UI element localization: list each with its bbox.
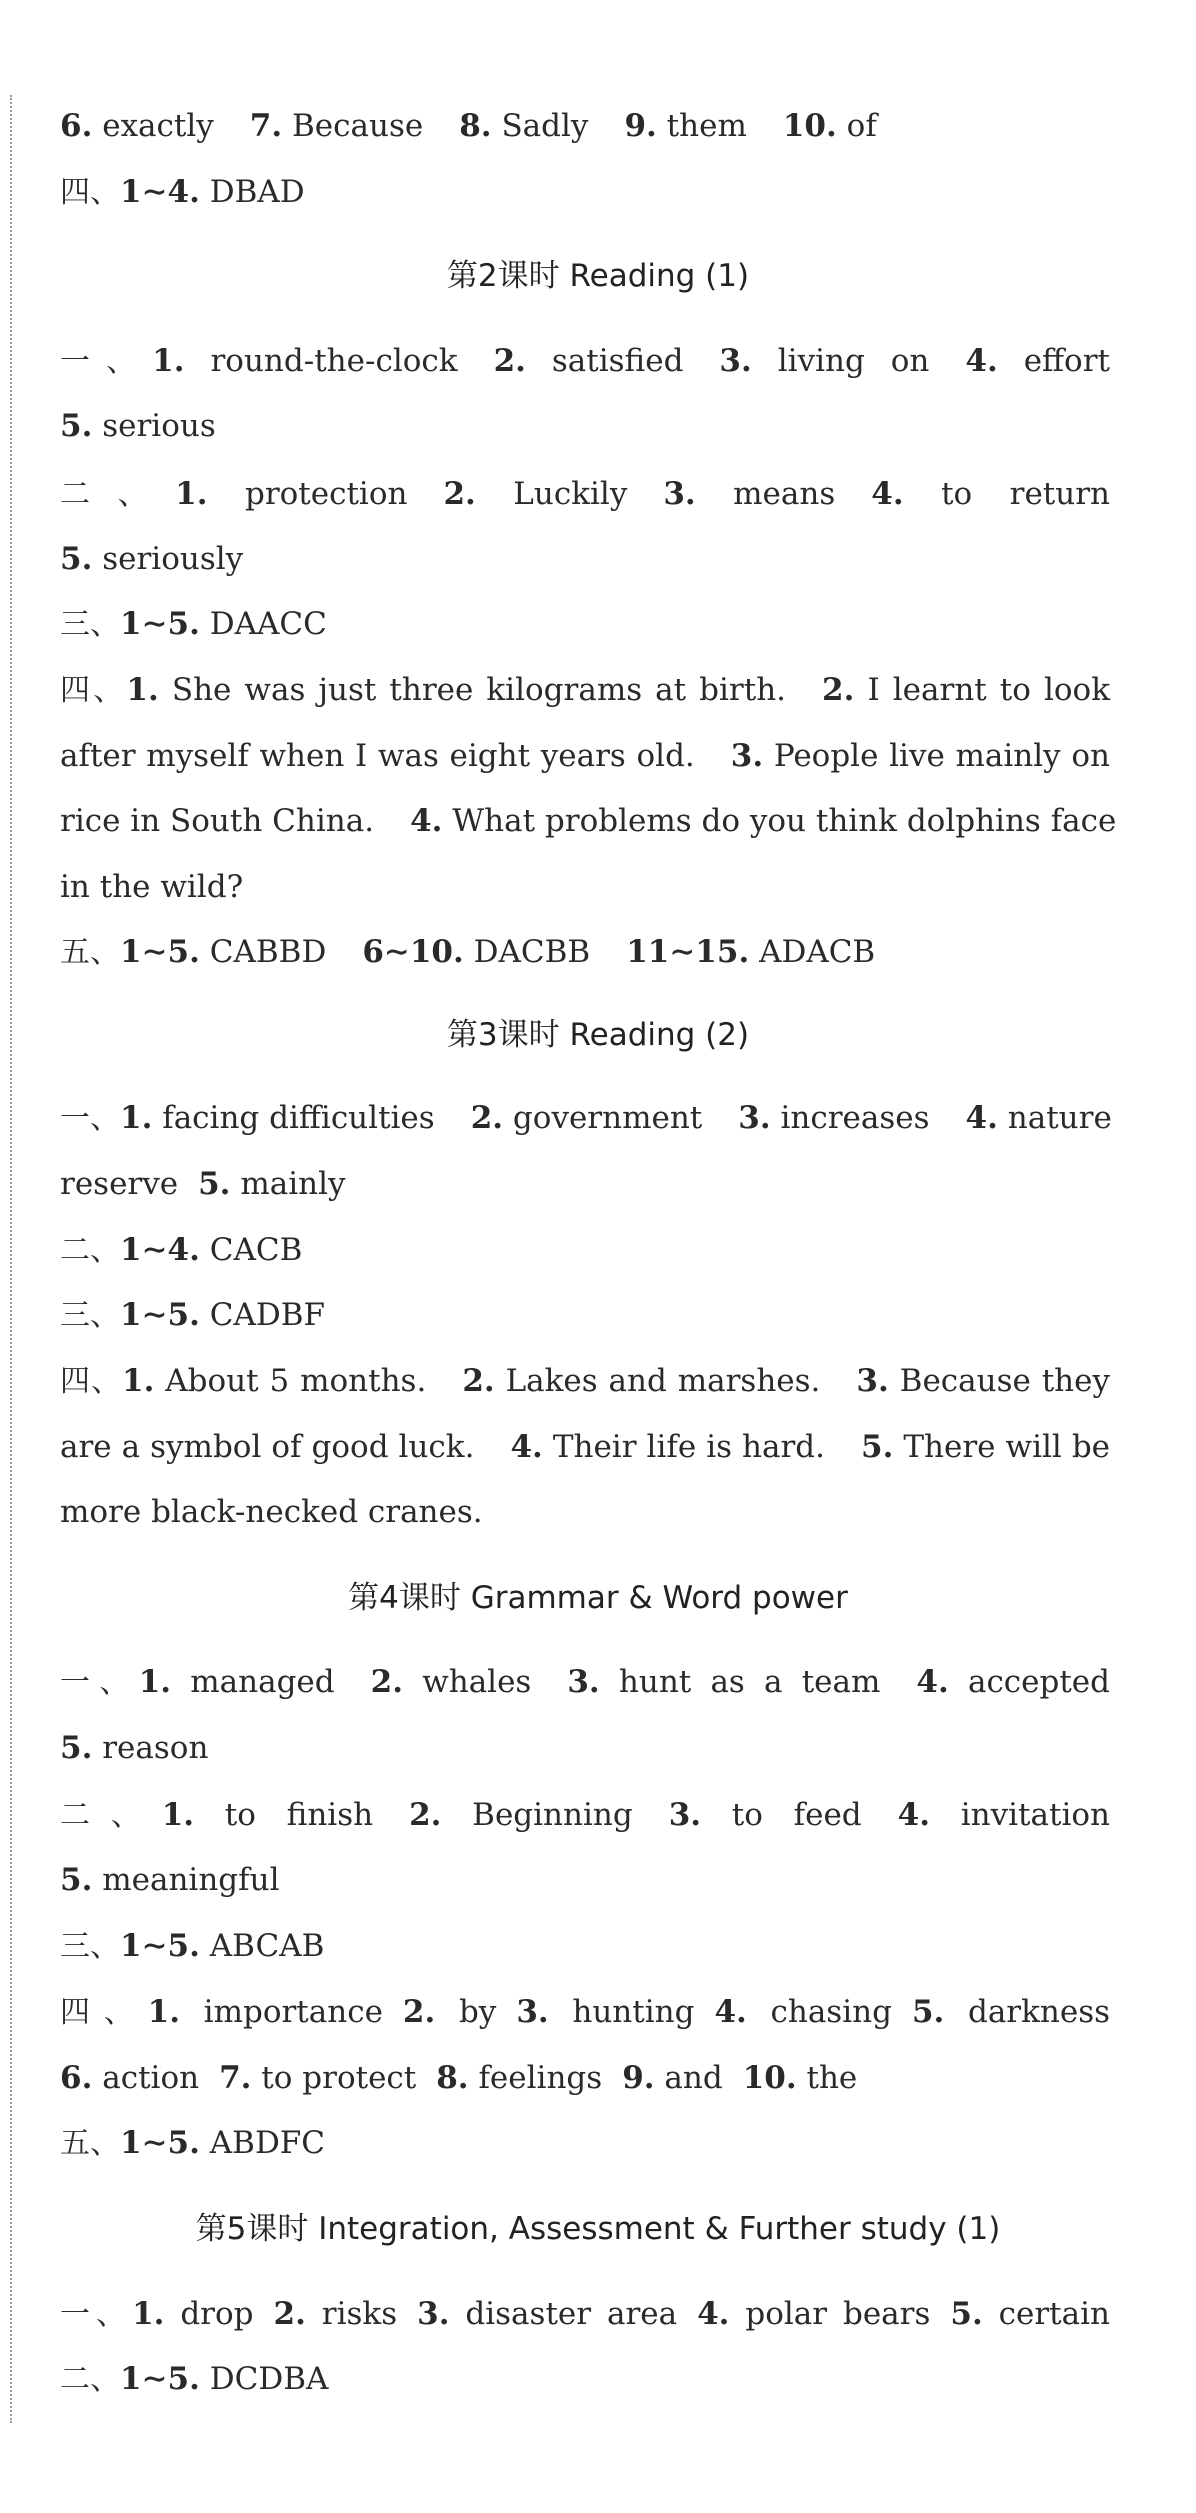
answer-text: exactly: [92, 108, 214, 144]
answer-text: by: [435, 1994, 497, 2030]
answer-text: nature: [997, 1100, 1112, 1136]
item-number: 9.: [624, 108, 657, 144]
answer-line: [60, 670, 1110, 711]
item-number: 4.: [697, 2296, 730, 2332]
item-number: 7.: [219, 2060, 252, 2096]
answer-line: [60, 867, 1110, 907]
item-number: 2.: [370, 1664, 403, 1700]
answer-line: [60, 172, 1110, 213]
answer-text: action: [92, 2060, 200, 2096]
answer-line: [60, 406, 1110, 446]
section-label: 五、: [60, 2126, 120, 2161]
section-label: 四、: [60, 1364, 123, 1399]
answer-text: Because: [282, 108, 424, 144]
answer-text: CADBF: [199, 1297, 326, 1333]
section-label: 四、: [60, 1995, 148, 2030]
answer-text: ABCAB: [199, 1928, 325, 1964]
answer-text: rice in South China.: [60, 803, 375, 839]
answer-text: living on: [751, 343, 930, 379]
item-number: 3.: [516, 1994, 549, 2030]
answer-line: [60, 1728, 1110, 1768]
item-number: 11∼15.: [626, 934, 750, 970]
lesson-heading: 第3课时 Reading (2): [446, 1017, 750, 1053]
item-number: 9.: [622, 2060, 655, 2096]
item-number: 4.: [510, 1429, 543, 1465]
answer-text: ADACB: [749, 934, 876, 970]
item-number: 8.: [436, 2060, 469, 2096]
answer-line: [60, 1164, 1110, 1204]
item-number: 5.: [950, 2296, 983, 2332]
answer-line: [60, 539, 1110, 579]
answer-line: [60, 1098, 1110, 1139]
item-number: 4.: [871, 476, 904, 512]
answer-line: [60, 106, 1110, 146]
answer-text: to protect: [251, 2060, 417, 2096]
item-number: 1∼4.: [120, 1232, 200, 1268]
item-number: 2.: [273, 2296, 306, 2332]
item-number: 3.: [567, 1664, 600, 1700]
answer-text: and: [654, 2060, 723, 2096]
item-number: 5.: [911, 1994, 945, 2030]
answer-text: Beginning: [441, 1797, 633, 1833]
answer-text: People live mainly on: [763, 738, 1110, 774]
answer-line: [60, 736, 1110, 776]
answer-text: increases: [770, 1100, 930, 1136]
answer-line: [60, 1662, 1110, 1703]
section-label: 二、: [60, 1798, 162, 1833]
answer-text: protection: [207, 476, 408, 512]
answer-text: satisfied: [525, 343, 684, 379]
section-label: 二、: [60, 477, 176, 512]
answer-text: DCDBA: [199, 2361, 329, 2397]
item-number: 10.: [782, 108, 837, 144]
item-number: 1.: [147, 1994, 180, 2030]
item-number: 1.: [152, 343, 185, 379]
answer-text: DACBB: [463, 934, 591, 970]
answer-line: [60, 2058, 1110, 2098]
item-number: 7.: [249, 108, 283, 144]
item-number: 1.: [120, 1100, 153, 1136]
section-label: 四、: [60, 673, 127, 708]
answer-text: certain: [982, 2296, 1110, 2332]
item-number: 3.: [738, 1100, 771, 1136]
answer-text: government: [503, 1100, 703, 1136]
section-label: 二、: [60, 2362, 120, 2397]
answer-text: Luckily: [475, 476, 628, 512]
item-number: 2.: [402, 1994, 436, 2030]
answer-text: effort: [997, 343, 1110, 379]
item-number: 1∼5.: [120, 2361, 200, 2397]
item-number: 1.: [161, 1797, 195, 1833]
item-number: 5.: [198, 1166, 231, 1202]
answer-line: [60, 1860, 1110, 1900]
answer-text: hunt as a team: [599, 1664, 881, 1700]
section-label: 二、: [60, 1233, 120, 1268]
item-number: 2.: [443, 476, 476, 512]
answer-text: seriously: [92, 541, 244, 577]
answer-line: [60, 1295, 1110, 1336]
answer-text: invitation: [930, 1797, 1110, 1833]
item-number: 3.: [719, 343, 752, 379]
item-number: 1∼5.: [120, 2125, 200, 2161]
answer-text: polar bears: [729, 2296, 931, 2332]
item-number: 1.: [132, 2296, 165, 2332]
item-number: 1∼5.: [120, 934, 200, 970]
section-label: 一、: [60, 1101, 120, 1136]
section-label: 四、: [60, 175, 120, 210]
item-number: 2.: [822, 672, 855, 708]
section-label: 三、: [60, 1298, 120, 1333]
answer-text: to finish: [194, 1797, 374, 1833]
answer-line: [60, 932, 1110, 973]
item-number: 2.: [462, 1363, 495, 1399]
item-number: 4.: [965, 343, 998, 379]
answer-line: [60, 1926, 1110, 1967]
item-number: 1∼5.: [120, 1928, 200, 1964]
answer-line: [60, 1230, 1110, 1271]
item-number: 1∼5.: [120, 606, 200, 642]
answer-line: [60, 801, 1117, 841]
item-number: 1.: [122, 1363, 155, 1399]
section-label: 三、: [60, 607, 120, 642]
item-number: 10.: [742, 2060, 797, 2096]
page-divider: [10, 95, 12, 2423]
answer-text: to feed: [701, 1797, 862, 1833]
item-number: 4.: [897, 1797, 931, 1833]
item-number: 8.: [459, 108, 492, 144]
item-number: 4.: [714, 1994, 747, 2030]
answer-text: whales: [403, 1664, 532, 1700]
answer-text: are a symbol of good luck.: [60, 1429, 475, 1465]
item-number: 3.: [668, 1797, 702, 1833]
answer-text: CACB: [199, 1232, 303, 1268]
answer-text: CABBD: [199, 934, 327, 970]
answer-line: [60, 604, 1110, 645]
answer-text: About 5 months.: [154, 1363, 427, 1399]
item-number: 4.: [965, 1100, 998, 1136]
answer-text: reason: [92, 1730, 209, 1766]
section-label: 一、: [60, 1665, 139, 1700]
answer-line: [60, 2359, 1110, 2400]
item-number: 5.: [60, 408, 93, 444]
answer-text: serious: [92, 408, 216, 444]
lesson-heading: 第2课时 Reading (1): [446, 258, 750, 294]
answer-text: in the wild?: [60, 869, 244, 905]
answer-text: darkness: [944, 1994, 1111, 2030]
answer-line: [60, 2123, 1110, 2164]
item-number: 4.: [916, 1664, 949, 1700]
answer-text: round-the-clock: [184, 343, 458, 379]
lesson-heading: 第4课时 Grammar & Word power: [348, 1580, 848, 1616]
answer-text: risks: [305, 2296, 398, 2332]
item-number: 3.: [417, 2296, 450, 2332]
answer-text: She was just three kilograms at birth.: [158, 672, 787, 708]
answer-text: to return: [903, 476, 1111, 512]
item-number: 5.: [60, 1730, 93, 1766]
answer-text: chasing: [746, 1994, 892, 2030]
answer-text: ABDFC: [199, 2125, 326, 2161]
answer-text: managed: [171, 1664, 335, 1700]
answer-text: mainly: [230, 1166, 346, 1202]
answer-text: accepted: [948, 1664, 1110, 1700]
answer-line: [60, 474, 1110, 515]
item-number: 6.: [60, 108, 93, 144]
answer-text: I learnt to look: [854, 672, 1110, 708]
answer-text: Sadly: [491, 108, 589, 144]
answer-text: after myself when I was eight years old.: [60, 738, 695, 774]
answer-text: of: [836, 108, 877, 144]
item-number: 2.: [493, 343, 526, 379]
item-number: 1∼4.: [120, 174, 200, 210]
section-label: 三、: [60, 1929, 120, 1964]
answer-text: reserve: [60, 1166, 179, 1202]
answer-text: DBAD: [199, 174, 305, 210]
item-number: 1.: [138, 1664, 172, 1700]
answer-text: DAACC: [199, 606, 327, 642]
answer-text: Their life is hard.: [542, 1429, 825, 1465]
answer-text: meaningful: [92, 1862, 280, 1898]
item-number: 5.: [60, 1862, 93, 1898]
item-number: 5.: [60, 541, 93, 577]
item-number: 6∼10.: [362, 934, 464, 970]
item-number: 5.: [861, 1429, 894, 1465]
item-number: 3.: [856, 1363, 889, 1399]
item-number: 2.: [409, 1797, 442, 1833]
answer-text: Lakes and marshes.: [494, 1363, 821, 1399]
item-number: 6.: [60, 2060, 93, 2096]
item-number: 3.: [663, 476, 696, 512]
answer-text: importance: [180, 1994, 383, 2030]
answer-text: them: [656, 108, 747, 144]
answer-text: There will be: [893, 1429, 1111, 1465]
answer-text: Because they: [888, 1363, 1111, 1399]
answer-text: more black-necked cranes.: [60, 1494, 483, 1530]
item-number: 1∼5.: [120, 1297, 200, 1333]
section-label: 一、: [60, 344, 153, 379]
answer-text: What problems do you think dolphins face: [442, 803, 1117, 839]
lesson-heading: 第5课时 Integration, Assessment & Further study (1): [195, 2211, 1001, 2247]
answer-line: [60, 1795, 1110, 1836]
answer-line: [60, 1492, 1110, 1532]
answer-text: the: [796, 2060, 858, 2096]
section-label: 一、: [60, 2297, 133, 2332]
item-number: 2.: [470, 1100, 504, 1136]
item-number: 1.: [175, 476, 208, 512]
section-label: 五、: [60, 935, 120, 970]
answer-text: hunting: [548, 1994, 695, 2030]
answer-text: drop: [164, 2296, 254, 2332]
answer-text: feelings: [468, 2060, 603, 2096]
answer-text: means: [695, 476, 836, 512]
answer-text: disaster area: [449, 2296, 678, 2332]
answer-text: facing difficulties: [152, 1100, 435, 1136]
answer-line: [60, 1427, 1110, 1467]
answer-line: [60, 2294, 1110, 2335]
item-number: 4.: [410, 803, 443, 839]
item-number: 1.: [126, 672, 159, 708]
answer-line: [60, 1361, 1110, 1402]
item-number: 3.: [730, 738, 764, 774]
answer-line: [60, 341, 1110, 382]
answer-line: [60, 1992, 1110, 2033]
